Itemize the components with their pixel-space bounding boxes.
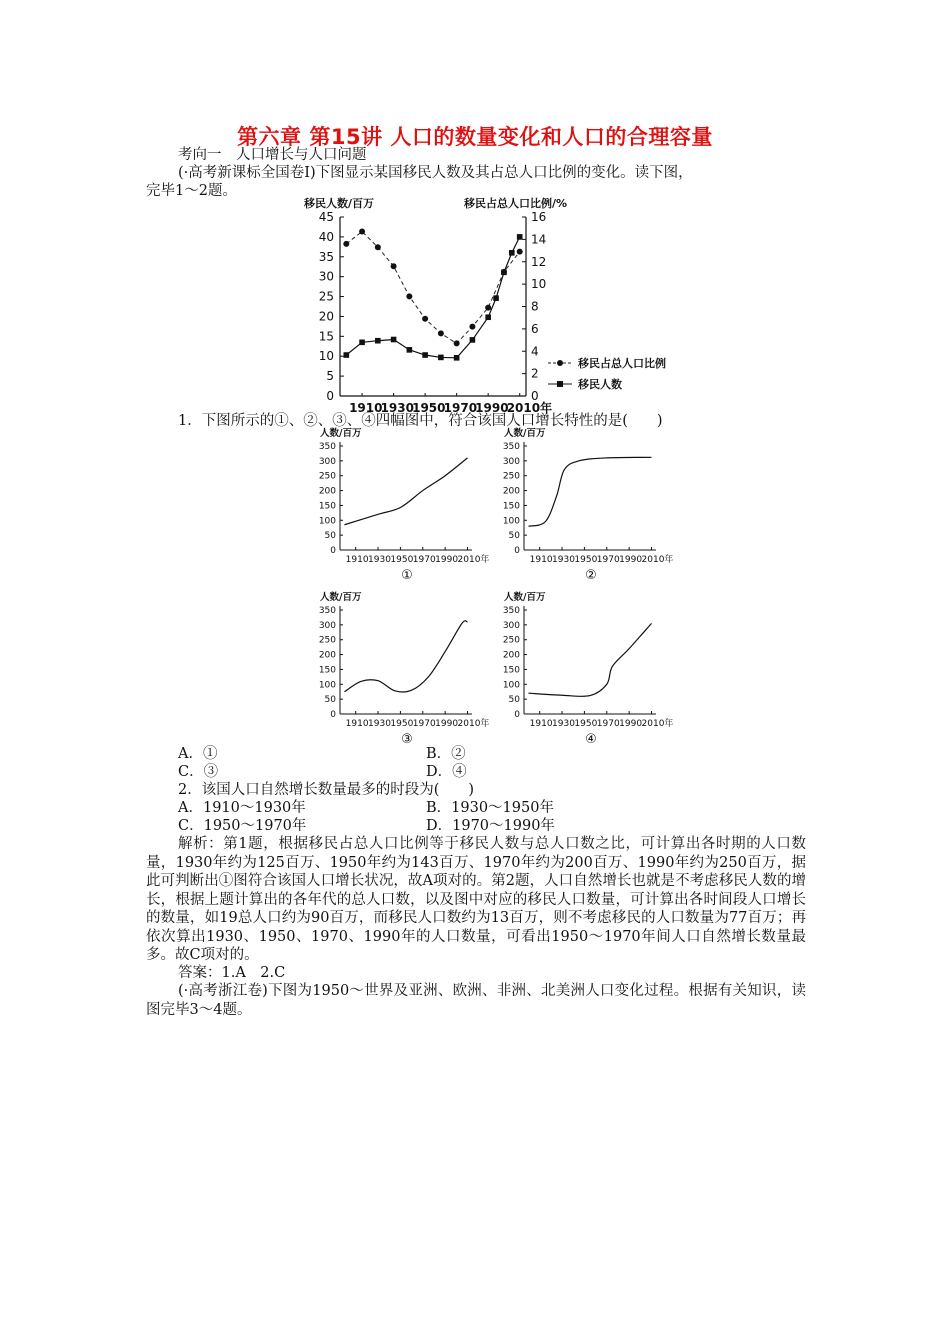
section-heading: 考向一 人口增长与人口问题 bbox=[178, 147, 367, 163]
small-x-tick-label: 1970 bbox=[596, 555, 620, 565]
right-tick-label: 4 bbox=[531, 344, 539, 359]
small-y-tick-label: 300 bbox=[318, 620, 336, 631]
ratio-point bbox=[391, 263, 397, 269]
q1-option-d: D．④ bbox=[426, 764, 467, 780]
small-x-tick-label: 1930 bbox=[552, 719, 575, 729]
ratio-series-line bbox=[346, 232, 519, 344]
ratio-point bbox=[485, 305, 491, 311]
small-chart-number: ③ bbox=[401, 732, 413, 747]
legend-ratio-label: 移民占总人口比例 bbox=[578, 357, 666, 370]
right-tick-label: 12 bbox=[531, 254, 547, 269]
small-y-tick-label: 0 bbox=[514, 710, 520, 720]
analysis-paragraph: 解析：第1题，根据移民占总人口比例等于移民人数与总人口数之比，可计算出各时期的人口数量，1930年约为125百万、1950年约为143百万、1970年约为200百万、1990年约为250百万，据此可判断出①图符合该国人口增长状况，故A项对的。第2题，人口自然增长也就是不考虑移民人数的增长，根据上题计算出的各年代的总人口数，以及图中对应的移民人口数量，可计算出各时间段人口增长的数量，如19总人口约为90百万，而移民人口数约为13百万，则不考虑移民的人口数量为77百万；再依次算出1930、1950、1970、1990年的人口数量，可看出1950～1970年间人口自然增长数量最多。故C项对的。 bbox=[146, 836, 806, 963]
small-x-tick-label: 2010年 bbox=[641, 555, 674, 565]
right-tick-label: 16 bbox=[531, 210, 547, 224]
small-y-tick-label: 350 bbox=[318, 606, 336, 616]
count-point bbox=[359, 340, 365, 346]
page-title: 第六章 第15讲 人口的数量变化和人口的合理容量 bbox=[237, 125, 713, 149]
small-y-label: 人数/百万 bbox=[320, 428, 362, 439]
count-point bbox=[470, 337, 476, 343]
small-chart-number: ① bbox=[401, 568, 413, 583]
q2-option-b: B．1930～1950年 bbox=[426, 800, 554, 816]
q2-option-a: A．1910～1930年 bbox=[178, 800, 306, 816]
small-y-label: 人数/百万 bbox=[504, 428, 546, 439]
left-tick-label: 45 bbox=[318, 210, 334, 224]
left-tick-label: 40 bbox=[318, 229, 334, 244]
small-y-tick-label: 100 bbox=[318, 680, 336, 691]
q2-option-c: C．1950～1970年 bbox=[178, 818, 307, 834]
count-point bbox=[375, 338, 381, 344]
small-y-tick-label: 0 bbox=[514, 546, 520, 556]
small-y-tick-label: 100 bbox=[502, 680, 520, 691]
small-x-tick-label: 1950 bbox=[390, 719, 414, 729]
small-chart-number: ④ bbox=[585, 732, 597, 747]
ratio-point bbox=[469, 324, 475, 330]
small-x-tick-label: 1930 bbox=[368, 555, 391, 565]
right-tick-label: 14 bbox=[531, 232, 547, 247]
small-y-tick-label: 250 bbox=[318, 471, 336, 482]
small-y-tick-label: 300 bbox=[502, 620, 520, 631]
small-y-tick-label: 100 bbox=[318, 516, 336, 527]
x-tick-label: 1910 bbox=[349, 401, 383, 415]
small-y-tick-label: 200 bbox=[502, 650, 520, 661]
question-2: 2．该国人口自然增长数量最多的时段为( ) bbox=[178, 782, 475, 798]
question-1: 1．下图所示的①、②、③、④四幅图中，符合该国人口增长特性的是( ) bbox=[178, 413, 663, 429]
count-point bbox=[454, 355, 460, 361]
small-x-tick-label: 1970 bbox=[412, 555, 436, 565]
right-axis-label: 移民占总人口比例/% bbox=[464, 197, 568, 210]
small-y-tick-label: 250 bbox=[502, 635, 520, 646]
ratio-point bbox=[406, 293, 412, 299]
small-y-tick-label: 50 bbox=[508, 695, 520, 706]
ratio-point bbox=[438, 330, 444, 336]
small-y-tick-label: 200 bbox=[318, 486, 336, 497]
small-y-tick-label: 50 bbox=[508, 531, 520, 542]
small-y-tick-label: 0 bbox=[330, 546, 336, 556]
small-series-line bbox=[528, 457, 651, 526]
small-y-tick-label: 150 bbox=[318, 501, 336, 512]
left-tick-label: 30 bbox=[318, 269, 334, 284]
right-tick-label: 6 bbox=[531, 321, 539, 336]
small-x-tick-label: 1990 bbox=[435, 719, 459, 729]
small-x-tick-label: 1910 bbox=[345, 719, 369, 729]
small-y-label: 人数/百万 bbox=[320, 592, 362, 603]
legend-count-label: 移民人数 bbox=[578, 378, 622, 391]
right-tick-label: 8 bbox=[531, 299, 539, 314]
x-tick-label: 1970 bbox=[443, 401, 478, 415]
ratio-point bbox=[343, 241, 349, 247]
ratio-point bbox=[422, 316, 428, 322]
small-series-line bbox=[344, 621, 467, 692]
count-point bbox=[438, 355, 444, 361]
intro-paragraph-3: (·高考浙江卷)下图为1950～世界及亚洲、欧洲、非洲、北美洲人口变化过程。根据有关知识，读图完毕3～4题。 bbox=[146, 983, 806, 1018]
small-x-tick-label: 1990 bbox=[619, 719, 643, 729]
q2-option-d: D．1970～1990年 bbox=[426, 818, 555, 834]
ratio-point bbox=[517, 249, 523, 255]
right-tick-label: 0 bbox=[531, 389, 539, 403]
small-y-tick-label: 200 bbox=[318, 650, 336, 661]
small-x-tick-label: 1910 bbox=[529, 719, 553, 729]
left-tick-label: 5 bbox=[326, 369, 334, 384]
count-point bbox=[344, 352, 350, 358]
small-y-tick-label: 50 bbox=[324, 531, 336, 542]
small-y-tick-label: 250 bbox=[502, 471, 520, 482]
q1-option-b: B．② bbox=[426, 746, 466, 762]
intro-line-1: (·高考新课标全国卷Ⅰ)下图显示某国移民人数及其占总人口比例的变化。读下图， bbox=[178, 165, 693, 181]
x-tick-label: 1930 bbox=[380, 401, 414, 415]
small-x-tick-label: 1950 bbox=[390, 555, 414, 565]
legend-count-marker bbox=[557, 381, 563, 387]
small-y-tick-label: 150 bbox=[502, 501, 520, 512]
count-point bbox=[407, 347, 413, 353]
x-tick-label: 1990 bbox=[475, 401, 509, 415]
small-x-tick-label: 2010年 bbox=[457, 719, 490, 729]
small-x-tick-label: 1990 bbox=[619, 555, 643, 565]
main-chart bbox=[300, 196, 700, 418]
small-y-tick-label: 50 bbox=[324, 695, 336, 706]
x-tick-label: 1950 bbox=[412, 401, 446, 415]
small-x-tick-label: 1990 bbox=[435, 555, 459, 565]
small-chart-number: ② bbox=[585, 568, 597, 583]
small-chart-4 bbox=[490, 590, 690, 748]
small-y-tick-label: 150 bbox=[318, 665, 336, 676]
left-tick-label: 0 bbox=[326, 389, 334, 403]
x-tick-label: 2010年 bbox=[506, 401, 553, 415]
small-y-label: 人数/百万 bbox=[504, 592, 546, 603]
left-tick-label: 10 bbox=[318, 349, 334, 364]
right-tick-label: 2 bbox=[531, 366, 539, 381]
small-x-tick-label: 1930 bbox=[368, 719, 391, 729]
small-chart-1 bbox=[306, 426, 490, 584]
small-x-tick-label: 1910 bbox=[345, 555, 369, 565]
left-tick-label: 20 bbox=[318, 309, 334, 324]
ratio-point bbox=[454, 340, 460, 346]
q1-option-a: A．① bbox=[178, 746, 218, 762]
small-x-tick-label: 1970 bbox=[412, 719, 436, 729]
left-tick-label: 15 bbox=[318, 329, 334, 344]
ratio-point bbox=[359, 229, 365, 235]
small-y-tick-label: 300 bbox=[502, 456, 520, 467]
small-series-line bbox=[528, 623, 651, 696]
ratio-point bbox=[375, 244, 381, 250]
intro-line-2: 完毕1～2题。 bbox=[146, 183, 237, 199]
left-tick-label: 35 bbox=[318, 249, 334, 264]
small-x-tick-label: 2010年 bbox=[641, 719, 674, 729]
small-x-tick-label: 1950 bbox=[574, 719, 598, 729]
small-y-tick-label: 350 bbox=[502, 442, 520, 452]
small-chart-2 bbox=[490, 426, 690, 584]
small-y-tick-label: 150 bbox=[502, 665, 520, 676]
count-point bbox=[509, 250, 515, 256]
left-tick-label: 25 bbox=[318, 289, 334, 304]
small-y-tick-label: 350 bbox=[318, 442, 336, 452]
left-axis-label: 移民人数/百万 bbox=[304, 197, 375, 210]
small-y-tick-label: 100 bbox=[502, 516, 520, 527]
q1-option-c: C．③ bbox=[178, 764, 219, 780]
small-series-line bbox=[344, 458, 467, 525]
small-x-tick-label: 1970 bbox=[596, 719, 620, 729]
small-x-tick-label: 1910 bbox=[529, 555, 553, 565]
small-chart-3 bbox=[306, 590, 490, 748]
count-point bbox=[485, 314, 491, 320]
small-y-tick-label: 250 bbox=[318, 635, 336, 646]
small-y-tick-label: 200 bbox=[502, 486, 520, 497]
right-tick-label: 10 bbox=[531, 277, 547, 292]
answer-line: 答案：1.A 2.C bbox=[178, 965, 286, 981]
small-x-tick-label: 2010年 bbox=[457, 555, 490, 565]
small-x-tick-label: 1930 bbox=[552, 555, 575, 565]
count-point bbox=[391, 337, 397, 343]
small-x-tick-label: 1950 bbox=[574, 555, 598, 565]
count-point bbox=[422, 352, 428, 358]
small-y-tick-label: 0 bbox=[330, 710, 336, 720]
count-point bbox=[517, 234, 523, 240]
small-y-tick-label: 350 bbox=[502, 606, 520, 616]
count-point bbox=[493, 295, 499, 301]
count-point bbox=[501, 269, 507, 275]
small-y-tick-label: 300 bbox=[318, 456, 336, 467]
legend-ratio-marker bbox=[557, 360, 563, 366]
